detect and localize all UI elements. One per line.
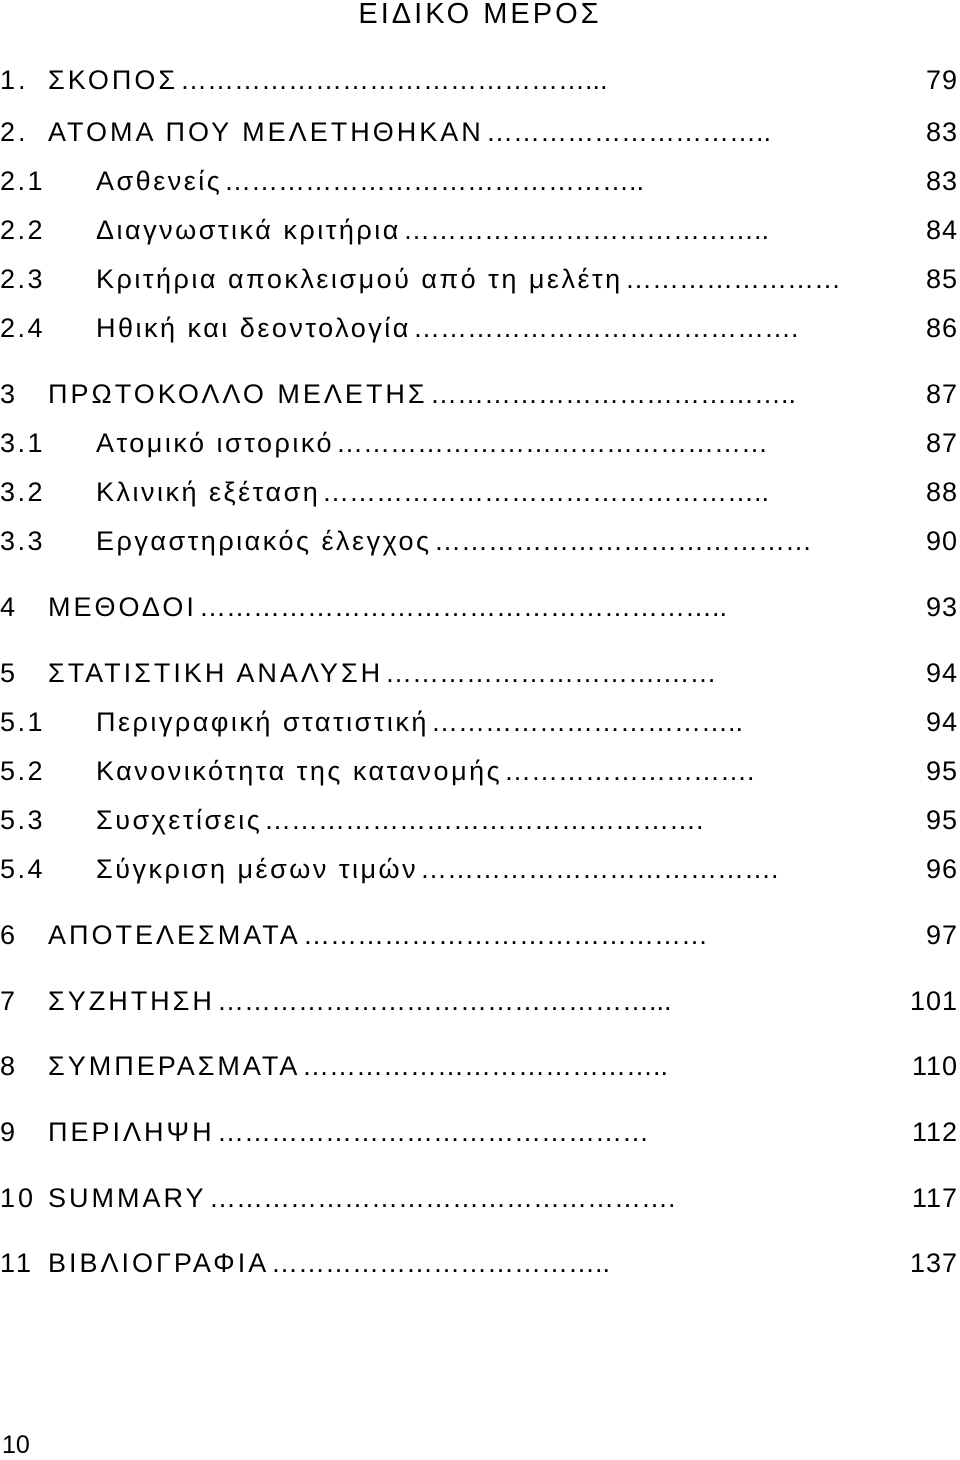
toc-entry-number: 4 xyxy=(0,592,19,622)
toc-entry-page: 94 xyxy=(925,707,958,737)
toc-entry-page: 97 xyxy=(925,920,958,950)
toc-entry-number: 5 xyxy=(0,658,19,688)
toc-entry xyxy=(0,589,960,625)
toc-entry-number: 3.1 xyxy=(0,428,46,458)
toc-entry-number: 11 xyxy=(0,1248,35,1278)
toc-entry-number: 2. xyxy=(0,117,29,147)
toc-entry-number: 5.1 xyxy=(0,707,46,737)
toc-entry-title: Κλινική εξέταση xyxy=(96,477,321,507)
toc-entry-leader-dots: ………………………………….. xyxy=(430,379,797,409)
toc-entry-leader-dots: ……………………………………………. xyxy=(209,1183,676,1213)
toc-entry-number: 9 xyxy=(0,1117,19,1147)
toc-entry-leader-dots: ………………………………….. xyxy=(302,1051,669,1081)
toc-entry xyxy=(0,425,960,461)
toc-entry-page: 84 xyxy=(925,215,958,245)
toc-entry-page: 112 xyxy=(911,1117,958,1147)
toc-entry-title: Κριτήρια αποκλεισμού από τη μελέτη xyxy=(96,264,623,294)
toc-entry-leader-dots: …………………………………. xyxy=(420,854,779,884)
toc-entry-leader-dots: ……………………………………….. xyxy=(224,166,645,196)
page-number: 10 xyxy=(2,1431,30,1459)
toc-entry-leader-dots: ………………………….…… xyxy=(385,658,717,688)
toc-entry-page: 95 xyxy=(925,756,958,786)
toc-entry-page: 94 xyxy=(925,658,958,688)
toc-entry-number: 5.3 xyxy=(0,805,46,835)
toc-entry-leader-dots: …………………………………………. xyxy=(264,805,704,835)
toc-entry-title: Ασθενείς xyxy=(96,166,223,196)
toc-entry-number: 5.4 xyxy=(0,854,46,884)
toc-entry xyxy=(0,1114,960,1150)
toc-entry-leader-dots: …………………… xyxy=(625,264,841,294)
page-title: ΕΙΔΙΚΟ ΜΕΡΟΣ xyxy=(358,0,602,30)
toc-entry-number: 2.4 xyxy=(0,313,46,343)
toc-entry xyxy=(0,704,960,740)
toc-entry-title: ΠΡΩΤΟΚΟΛΛΟ ΜΕΛΕΤΗΣ xyxy=(48,379,428,409)
toc-entry-title: Περιγραφική στατιστική xyxy=(96,707,429,737)
toc-entry-leader-dots: ………………………………………… xyxy=(217,1117,649,1147)
toc-entry-title: ΣΤΑΤΙΣΤΙΚΗ ΑΝΑΛΥΣΗ xyxy=(48,658,384,688)
toc-entry xyxy=(0,114,960,150)
toc-entry-leader-dots: …………………………….. xyxy=(431,707,744,737)
toc-entry-number: 5.2 xyxy=(0,756,46,786)
toc-entry-leader-dots: ………………………………………… xyxy=(336,428,768,458)
toc-entry-leader-dots: ………………………….. xyxy=(486,117,772,147)
toc-entry xyxy=(0,1245,960,1281)
toc-entry-page: 96 xyxy=(925,854,958,884)
toc-entry-title: Συσχετίσεις xyxy=(96,805,263,835)
toc-entry-title: Σύγκριση μέσων τιμών xyxy=(96,854,419,884)
toc-entry xyxy=(0,753,960,789)
toc-entry xyxy=(0,212,960,248)
toc-entry-page: 87 xyxy=(925,379,958,409)
toc-entry-number: 3.3 xyxy=(0,526,46,556)
toc-entry-leader-dots: …………………………………… xyxy=(434,526,812,556)
toc-entry-leader-dots: ………………………. xyxy=(504,756,755,786)
toc-entry-page: 110 xyxy=(911,1051,958,1081)
toc-entry xyxy=(0,310,960,346)
toc-entry-title: ΠΕΡΙΛΗΨΗ xyxy=(48,1117,215,1147)
toc-entry-title: Κανονικότητα της κατανομής xyxy=(96,756,503,786)
toc-entry-page: 93 xyxy=(925,592,958,622)
toc-entry-page: 117 xyxy=(911,1183,958,1213)
toc-entry-page: 83 xyxy=(925,117,958,147)
toc-entry-number: 2.1 xyxy=(0,166,46,196)
toc-entry-title: ΣΚΟΠΟΣ xyxy=(48,65,179,95)
toc-entry-leader-dots: ……………………………….. xyxy=(271,1248,611,1278)
toc-entry xyxy=(0,261,960,297)
toc-entry-number: 10 xyxy=(0,1183,37,1213)
toc-entry-title: ΜΕΘΟΔΟΙ xyxy=(48,592,197,622)
toc-entry-page: 85 xyxy=(925,264,958,294)
toc-entry xyxy=(0,1180,960,1216)
toc-entry-page: 79 xyxy=(925,65,958,95)
toc-entry-number: 3.2 xyxy=(0,477,46,507)
toc-entry-leader-dots: ……………………………………. xyxy=(413,313,799,343)
toc-entry-title: ΒΙΒΛΙΟΓΡΑΦΙΑ xyxy=(48,1248,270,1278)
toc-entry-title: ΑΠΟΤΕΛΕΣΜΑΤΑ xyxy=(48,920,301,950)
toc-entry-number: 1. xyxy=(0,65,29,95)
toc-entry-page: 87 xyxy=(925,428,958,458)
toc-entry xyxy=(0,62,960,98)
toc-entry xyxy=(0,851,960,887)
toc-entry-title: Εργαστηριακός έλεγχος xyxy=(96,526,432,556)
toc-entry-title: ΑΤΟΜΑ ΠΟΥ ΜΕΛΕΤΗΘΗΚΑΝ xyxy=(48,117,484,147)
toc-entry-title: ΣΥΜΠΕΡΑΣΜΑΤΑ xyxy=(48,1051,301,1081)
toc-entry-leader-dots: ………………………………….. xyxy=(403,215,770,245)
toc-entry xyxy=(0,163,960,199)
toc-entry-leader-dots: ………………………………………... xyxy=(180,65,608,95)
toc-entry-leader-dots: ……………………………………… xyxy=(303,920,708,950)
toc-entry-leader-dots: ………………………………………………….. xyxy=(199,592,728,622)
toc-entry xyxy=(0,1048,960,1084)
toc-entry-page: 137 xyxy=(909,1248,958,1278)
toc-entry-page: 88 xyxy=(925,477,958,507)
toc-entry xyxy=(0,523,960,559)
toc-entry-page: 90 xyxy=(925,526,958,556)
toc-entry-page: 83 xyxy=(925,166,958,196)
toc-entry-title: Διαγνωστικά κριτήρια xyxy=(96,215,401,245)
toc-entry-page: 95 xyxy=(925,805,958,835)
toc-entry-number: 2.2 xyxy=(0,215,46,245)
toc-entry xyxy=(0,802,960,838)
toc-entry xyxy=(0,376,960,412)
toc-entry-title: ΣΥΖΗΤΗΣΗ xyxy=(48,986,215,1016)
toc-entry-leader-dots: …………………………………………... xyxy=(217,986,672,1016)
toc-entry-page: 101 xyxy=(909,986,958,1016)
toc-entry xyxy=(0,655,960,691)
toc-entry xyxy=(0,983,960,1019)
toc-entry-page: 86 xyxy=(925,313,958,343)
toc-entry xyxy=(0,474,960,510)
toc-entry-number: 7 xyxy=(0,986,19,1016)
toc-entry-number: 3 xyxy=(0,379,19,409)
toc-entry-title: SUMMARY xyxy=(48,1183,207,1213)
toc-entry-number: 2.3 xyxy=(0,264,46,294)
toc-entry-leader-dots: ………………………………………….. xyxy=(322,477,770,507)
toc-entry-number: 6 xyxy=(0,920,19,950)
toc-entry-title: Ατομικό ιστορικό xyxy=(96,428,335,458)
toc-entry-title: Ηθική και δεοντολογία xyxy=(96,313,411,343)
toc-entry xyxy=(0,917,960,953)
toc-entry-number: 8 xyxy=(0,1051,19,1081)
